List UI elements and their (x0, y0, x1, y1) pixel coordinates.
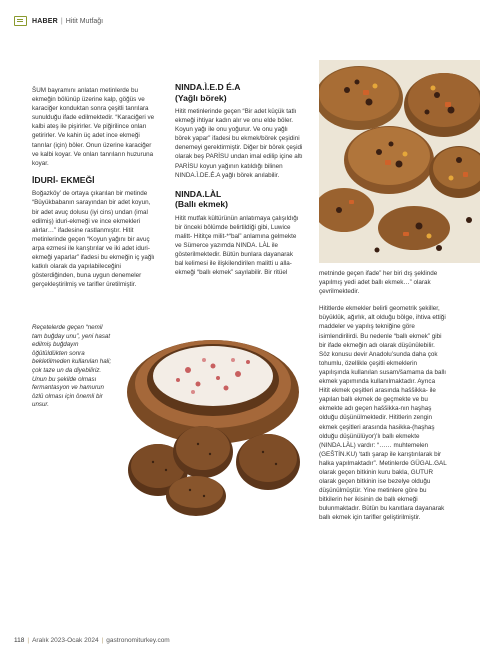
header-separator: | (60, 17, 63, 25)
ninda-ied-heading (175, 82, 303, 103)
column1-body: Boğazköy’ de ortaya çıkarılan bir metinde “Büyükbabanın sarayından bir adet koyun, bir adet avuç dolusu (iyi cins) undan (imal edilmiş) iduri-ekmeği ve ince ekmekleri alırlar…” ifadesine rastlanmıştır. Hitit metinlerinde geçen “Koyun yağını bir avuç arpa ezmesi ile karıştırılar ve iki adet iduri-ekmeği yaparlar” ifadesi bu ekmeğin iç yağlı katkılı olarak da yapılabileceğini gösterdiğinden, buna uygun denemeler gerçekleştirilmiş ve tarifler üretilmiştir. (32, 190, 155, 289)
column2-body2: Hitit mutfak kültürünün anlatımaya çalışıldığı bir önceki bölümde belirtildiği gibi, Luwice malitt- Hititçe milit-*“bal” anlamına gelmekte ve Sümerce yazımda NINDA. LÀL ile gösterilmektedir. Bütün bunlara dayanarak bal kelimesi ile ilişkilendirilen malitti u alla-ekmeği “ballı ekmek” sayılabilir. Bir ritüel (175, 214, 299, 277)
column-1 (32, 86, 158, 289)
section-category: HABER (32, 17, 58, 25)
ninda-ied-title: NINDA.Ì.E.D É.A (175, 82, 241, 92)
column3-continuation: metninde geçen ifade” her biri dış şeklinde yapılmış yedi adet ballı ekmek…” olarak çevrilmektedir. (319, 270, 438, 296)
section-header (14, 13, 103, 29)
column1-intro: ŠUM bayramını anlatan metinlerde bu ekmeğin bölünüp üzerine kalp, göğüs ve karaciğer konduktan sonra çeşitli tanrılara sunulduğu ifade edilmektedir. “Karaciğeri ve kalbi ateş ile pişirirler. Ve piğirilince onları getirirler. Ve kahin üç adet ince ekmeği tanrılar (için) böler. Onun üzerine karaciğer ve kalbi koyar. Ve onları tanrıların huzuruna koyar. (32, 87, 155, 167)
iduri-heading: İDURİ- EKMEĞİ (32, 174, 95, 185)
yogurt-bowl-illustration (118, 320, 307, 516)
section-subcategory: Hitit Mutfağı (65, 17, 104, 25)
newspaper-icon (14, 16, 27, 26)
footer-separator-1: | (27, 637, 30, 644)
pull-quote: Reçetelerde geçen “nemil tam buğday unu”, yeni hasat edilmiş buğdayın öğütüldükten sonra bekletilmeden kullanılan hali; çok taze un da diyebiliriz. Unun bu şekilde olması fermantasyon ve hamurun özlü olması için önemli bir unsur. (32, 324, 112, 409)
column-3 (319, 269, 447, 523)
column-2 (175, 82, 303, 277)
ninda-lal-title: NINDA.LÀL (175, 188, 222, 199)
page-number: 118 (14, 637, 25, 644)
ninda-lal-heading (175, 189, 303, 210)
footer-separator-2: | (101, 637, 104, 644)
fruit-bread-photo (319, 60, 480, 263)
yogurt-bowl-photo (118, 320, 307, 516)
fruit-bread-illustration (319, 60, 480, 263)
issue-date: Aralık 2023-Ocak 2024 (32, 637, 99, 644)
ninda-ied-subtitle: (Yağlı börek) (175, 92, 227, 103)
website-link[interactable]: gastronomiturkey.com (106, 637, 170, 644)
column2-body1: Hitit metinlerinde geçen “Bir adet küçük tatlı ekmeği ihtiyar kadın alır ve onu elde böler. Koyun yağı ile onu yoğurur. Ve onu yağlı börek yapar” ifadesi bu ekmek/börek çeşidini denemeyi gerektirmiştir. Diğer bir börek çeşidi olarak beş PARİSU undan imal edilip içine altı PARİSU koyun yağının katıldığı bilinen NINDA.Ì.DE.É.A yağlı börek anılabilir. (175, 108, 303, 179)
page-footer (14, 637, 170, 644)
column3-body: Hititlerde ekmekler belirli geometrik şekiller, büyüklük, ağırlık, alt olduğu bölge, ihtiva ettiği maddeler ve yapılış tekniğine göre isimlendirilirdi. Bu nedenle “ballı ekmek” gibi bir ifade ekmeğin adı olarak düşünülebilir. Söz konusu devir Anadolu’sunda daha çok tohumlu, özellikle çeşitli ekmeklerin yapılışında kullanılan susam/šamama da ballı ekmek yapımında kullanılmaktadır. Ayrıca Hitit ekmek çeşitleri arasında haššikka- ile yapılan ballı ekmek de geçmekte ve bu ekmekte adı geçen haššikka-nın haşhaş olduğu düşünülmektedir. Hititlerin zengin ekmek çeşitleri arasında hasikka-(haşhaş olduğu düşünülüyor)’lı ballı ekmekte (NINDA.LÀL) vardır: “…… muhtemelen (GEŠTİN.KU) ‘tatlı şarap ile karıştırılarak bir halka yapılmaktadır”. Metinlerde GÜGAL.GAL olarak geçen bitkinin kuru bakla, GUTUR olarak geçen bitkinin ise bezelye olduğu düşünülmüştür. Yine metinlere göre bu bitkilerin her ikisinin de ballı ekmeği bulunmaktadır. Bütün bu kanıtlara dayanarak ballı ekmek için tarifler geliştirilmiştir. (319, 305, 447, 522)
ninda-lal-subtitle: (Ballı ekmek) (175, 199, 229, 210)
